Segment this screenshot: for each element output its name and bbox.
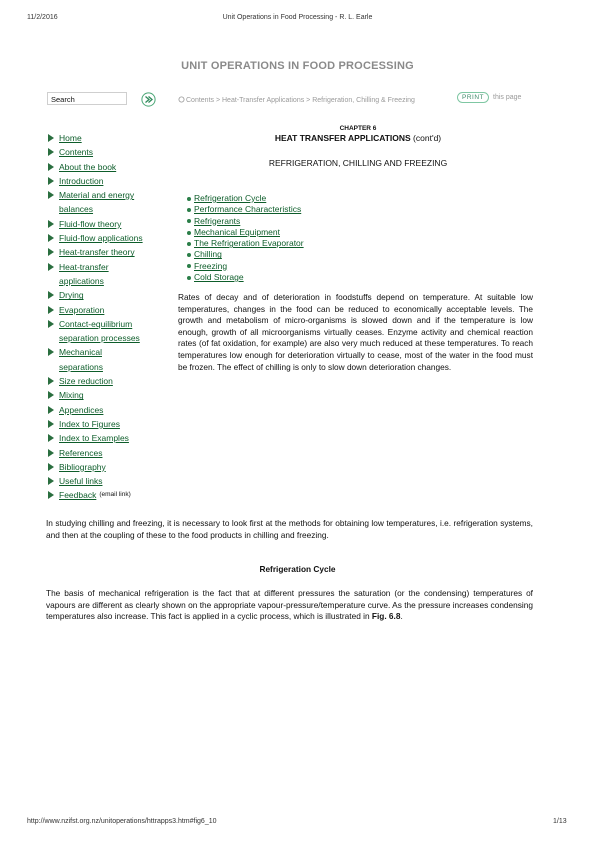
nav-link[interactable]: Heat-transfer theory [59,247,135,258]
triangle-right-icon [48,220,54,228]
refrigeration-cycle-paragraph [46,588,533,623]
nav-link[interactable]: Feedback [59,490,97,501]
print-control[interactable] [457,92,521,103]
triangle-right-icon [48,291,54,299]
toc-item[interactable] [187,249,304,260]
nav-item-mechanical-separations[interactable] [48,345,168,374]
triangle-right-icon [48,191,54,199]
nav-link[interactable]: About the book [59,161,117,172]
nav-item-contents[interactable] [48,145,168,159]
print-icon[interactable]: PRINT [457,92,489,103]
nav-link[interactable]: Bibliography [59,461,106,472]
toc-item[interactable] [187,227,304,238]
triangle-right-icon [48,263,54,271]
nav-link[interactable]: Appendices [59,404,104,415]
breadcrumb [178,96,415,104]
triangle-right-icon [48,134,54,142]
nav-item-fluid-flow-theory[interactable] [48,217,168,231]
nav-item-about[interactable] [48,160,168,174]
intro-paragraph: Rates of decay and of deterioration in foodstuffs depend on temperature. At suitable low temperatures, changes in the food can be reduced to economically acceptable levels. The growth and metabolism of micro-organisms is slowed down and if the temperature is low enough, growth of all microorganisms virtually ceases. Enzyme activity and chemical reaction rates (of fat oxidation, for example) are also very much reduced at these temperatures. To reach temperatures low enough for deterioration virtually to cease, most of the water in the food must be frozen. The effect of chilling is only to slow down deterioration changes. [178,292,533,372]
arrow-right-icon [141,92,156,107]
triangle-right-icon [48,377,54,385]
nav-link[interactable]: Mixing [59,390,84,401]
nav-item-useful-links[interactable] [48,474,168,488]
bullet-icon [187,242,191,246]
triangle-right-icon [48,177,54,185]
toc-link[interactable]: Cold Storage [194,272,244,283]
print-label: this page [493,94,522,101]
triangle-right-icon [48,234,54,242]
site-title: UNIT OPERATIONS IN FOOD PROCESSING [181,60,414,72]
nav-item-introduction[interactable] [48,174,168,188]
triangle-right-icon [48,306,54,314]
triangle-right-icon [48,434,54,442]
nav-item-size-reduction[interactable] [48,374,168,388]
nav-item-mixing[interactable] [48,388,168,402]
nav-item-appendices[interactable] [48,403,168,417]
triangle-right-icon [48,320,54,328]
chapter-title-suffix: (cont'd) [410,133,442,143]
nav-link[interactable]: Evaporation [59,304,105,315]
toc-link[interactable]: The Refrigeration Evaporator [194,238,304,249]
breadcrumb-text[interactable]: Contents > Heat-Transfer Applications > Refrigeration, Chilling & Freezing [186,97,415,104]
triangle-right-icon [48,248,54,256]
bullet-icon [187,231,191,235]
search-go-button[interactable] [141,92,156,107]
bullet-icon [187,276,191,280]
triangle-right-icon [48,391,54,399]
print-date: 11/2/2016 [27,14,58,21]
nav-link[interactable]: Fluid-flow applications [59,233,143,244]
nav-link[interactable]: Index to Figures [59,418,120,429]
toc-link[interactable]: Freezing [194,260,228,271]
toc-link[interactable]: Refrigeration Cycle [194,193,267,203]
nav-link[interactable]: Size reduction [59,376,113,387]
nav-item-heat-transfer-applications[interactable] [48,260,168,289]
toc-item[interactable] [187,216,304,227]
chapter-title-main: HEAT TRANSFER APPLICATIONS [274,133,411,143]
nav-link[interactable]: Drying [59,290,84,301]
nav-item-references[interactable] [48,446,168,460]
bullet-icon [187,253,191,257]
toc-link[interactable]: Refrigerants [194,215,241,226]
toc-link[interactable]: Mechanical Equipment [194,226,280,237]
nav-item-home[interactable] [48,131,168,145]
nav-item-balances[interactable] [48,188,168,217]
nav-link[interactable]: Material and energy balances [59,190,135,215]
bullet-icon [187,197,191,201]
nav-note: (email link) [99,491,131,499]
triangle-right-icon [48,406,54,414]
triangle-right-icon [48,491,54,499]
nav-item-heat-transfer-theory[interactable] [48,245,168,259]
study-paragraph: In studying chilling and freezing, it is necessary to look first at the methods for obtaining low temperatures, i.e. refrigeration systems, and then at the coupling of these to the food products in chilling and freezing. [46,518,533,540]
figure-reference[interactable]: Fig. 6.8 [371,611,401,622]
footer-page: 1/13 [553,818,567,825]
refresh-icon [178,96,185,103]
bullet-icon [187,264,191,268]
nav-item-index-examples[interactable] [48,431,168,445]
nav-link[interactable]: Heat-transfer applications [59,261,109,286]
toc-item[interactable] [187,204,304,215]
nav-item-bibliography[interactable] [48,460,168,474]
nav-link[interactable]: Fluid-flow theory [59,218,122,229]
triangle-right-icon [48,477,54,485]
triangle-right-icon [48,463,54,471]
nav-item-evaporation[interactable] [48,303,168,317]
sidebar-nav [48,131,168,503]
nav-link[interactable]: Mechanical separations [59,347,103,372]
toc-item[interactable] [187,272,304,283]
triangle-right-icon [48,449,54,457]
refrigeration-cycle-heading: Refrigeration Cycle [259,564,336,574]
triangle-right-icon [48,348,54,356]
nav-item-index-figures[interactable] [48,417,168,431]
toc-link[interactable]: Performance Characteristics [194,204,302,215]
toc-link[interactable]: Chilling [194,249,222,260]
nav-link[interactable]: Contact-equilibrium separation processes [59,318,140,344]
nav-item-fluid-flow-applications[interactable] [48,231,168,245]
nav-link[interactable]: Contents [59,147,94,158]
nav-link[interactable]: Useful links [59,476,103,487]
rc-text: The basis of mechanical refrigeration is the fact that at different pressures the saturation (or the condensing) temperatures of vapours are different as clearly shown on the appropriate vapour-pressure/temperature curve. As the pressure increases condensing temperatures also increase. This fact is applied in a cyclic process, which is illustrated in [46,588,533,622]
chapter-title [178,133,538,143]
nav-item-feedback[interactable] [48,488,168,502]
triangle-right-icon [48,148,54,156]
search-input[interactable]: Search [47,92,127,105]
nav-item-contact-equilibrium[interactable] [48,317,168,346]
bullet-icon [187,208,191,212]
footer-url: http://www.nzifst.org.nz/unitoperations/httrapps3.htm#fig6_10 [27,818,217,825]
chapter-label: CHAPTER 6 [339,125,377,132]
section-toc [187,193,304,283]
toc-item[interactable] [187,193,304,204]
rc-end: . [400,611,403,622]
toc-item[interactable] [187,261,304,272]
print-title: Unit Operations in Food Processing - R. L. Earle [222,14,373,21]
nav-link[interactable]: Home [59,133,82,143]
nav-link[interactable]: Introduction [59,175,104,186]
section-title: REFRIGERATION, CHILLING AND FREEZING [268,158,448,168]
nav-link[interactable]: References [59,447,103,458]
toc-item[interactable] [187,238,304,249]
nav-link[interactable]: Index to Examples [59,433,129,444]
triangle-right-icon [48,163,54,171]
nav-item-drying[interactable] [48,288,168,302]
triangle-right-icon [48,420,54,428]
bullet-icon [187,219,191,223]
